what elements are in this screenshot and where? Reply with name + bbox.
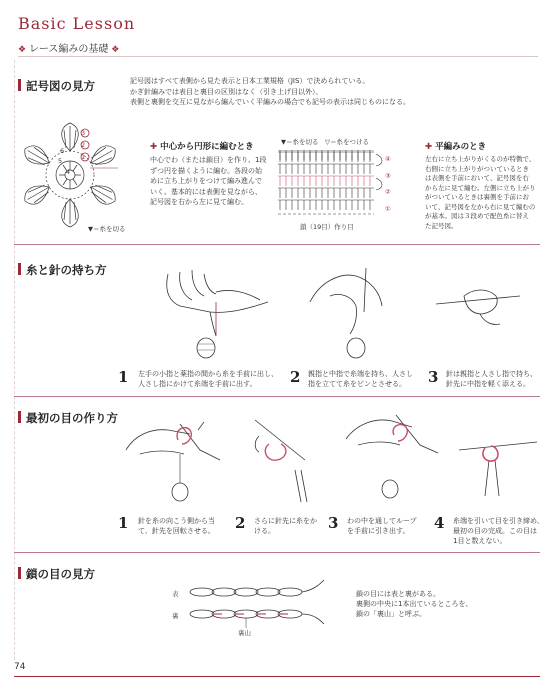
step-number: 1 (118, 368, 129, 386)
tension-hand-illustration (300, 262, 400, 362)
step-number: 2 (235, 514, 246, 532)
header-title: Basic Lesson (18, 14, 136, 33)
round-label-5: 5 (58, 157, 63, 165)
step-text: 左手の小指と薬指の間から糸を手前に出し、 人さし指にかけて糸端を手前に出す。 (138, 370, 278, 388)
chain-stitch-illustration (186, 580, 336, 632)
step-number: 3 (328, 514, 339, 532)
step-number: 2 (290, 368, 301, 386)
step-number: 1 (118, 514, 129, 532)
header-rule (18, 56, 538, 57)
section-title-chain: 鎖の目の見方 (18, 566, 95, 582)
circle-heading: ✚ 中心から円形に編むとき (150, 142, 254, 152)
step4-finished-loop-illustration (455, 430, 540, 500)
triangle-icon: ▼ (88, 225, 93, 233)
foundation-caption: 鎖（19目）作り目 (300, 223, 354, 231)
section-title-holding: 糸と針の持ち方 (18, 262, 107, 278)
step3-loop-illustration (340, 405, 440, 505)
step-text: 親指と中指で糸端を持ち、人さし 指を立てて糸をピンとさせる。 (308, 370, 413, 388)
section1-intro: 記号図はすべて表側から見た表示と日本工業規格（JIS）で決められている。 かぎ針編みでは表目と裏目の区別はなく（引き上げ目以外）、 表側と裏側を交互に見ながら編んでいく平編みの場合でも記号の表示は同じものになる。 (130, 77, 410, 106)
circle-text: 中心でわ（または鎖目）を作り、1段 ずつ円を描くように編む。各段の始 めに立ち上がりをつけて編み進んで いく。基本的には表側を見ながら、 記号図を右から左に見て編む。 (150, 156, 267, 206)
step-text: わの中を通してループ を手前に引き出す。 (347, 517, 417, 535)
page-footer-rule (14, 676, 540, 677)
section-divider (14, 244, 540, 245)
margin-guide (14, 60, 15, 660)
triangle-outline-icon: ▽ (325, 138, 330, 146)
step1-loop-illustration (120, 410, 230, 505)
triangle-icon: ▼ (281, 138, 286, 146)
label-front: 表 (172, 590, 179, 598)
step-text: 針を糸の向こう側から当 て、針先を回転させる。 (138, 517, 215, 535)
step2-loop-illustration (245, 410, 325, 505)
round-label-2: 2 (81, 141, 86, 149)
step-text: 糸端を引いて目を引き締め、 最初の目の完成。この目は 1目と数えない。 (453, 517, 544, 545)
cut-yarn-legend: ▼＝糸を切る (88, 225, 126, 233)
ornament-icon: ❖ (18, 45, 29, 55)
diamond-icon: ✚ (425, 142, 433, 152)
left-hand-illustration (150, 262, 280, 362)
header-subtitle-text: レース編みの基礎 (28, 44, 109, 55)
step-number: 4 (434, 514, 445, 532)
step-text: さらに針先に糸をか ける。 (254, 517, 317, 535)
round-label-6: 6 (60, 147, 65, 155)
section-divider (14, 396, 540, 397)
chain-text: 鎖の目には表と裏がある。 裏側の中央に1本出ているところを、 鎖の「裏山」と呼ぶ。 (356, 590, 473, 618)
circular-symbol-chart (20, 120, 130, 230)
row-label-2: ② (385, 188, 391, 196)
ornament-icon: ❖ (108, 45, 120, 55)
label-back-ridge: 裏山 (238, 629, 251, 637)
section-divider (14, 552, 540, 553)
step-number: 3 (428, 368, 439, 386)
diamond-icon: ✚ (150, 142, 158, 152)
header-subtitle (18, 40, 119, 55)
round-label-4: 4 (66, 168, 71, 176)
page-number: 74 (14, 662, 26, 672)
section-title-symbol-chart: 記号図の見方 (18, 78, 95, 94)
flat-legend: ▼＝糸を切る ▽＝糸をつける (281, 138, 369, 146)
flat-text: 左右に立ち上がりがくるのが特徴で、 右側に立ち上がりがついているとき は表側を手前において、記号図を右 から左に見て編む。左側に立ち上がり がついているときは裏側を手前にお いて、記号図を左から右に見て編むの が基本。図は３段めで配色糸に替え た記号図。 (425, 155, 536, 230)
flat-heading: ✚ 平編みのとき (425, 142, 487, 152)
section-title-first-loop: 最初の目の作り方 (18, 410, 118, 426)
row-label-3: ③ (385, 172, 391, 180)
label-back: 裏 (172, 612, 179, 620)
row-label-4: ④ (385, 155, 391, 163)
row-label-1: ① (385, 205, 391, 213)
round-label-1: 1 (81, 153, 86, 161)
step-text: 針は親指と人さし指で持ち、 針先に中指を軽く添える。 (446, 370, 537, 388)
hook-hand-illustration (430, 282, 530, 332)
round-label-3: 3 (81, 129, 86, 137)
